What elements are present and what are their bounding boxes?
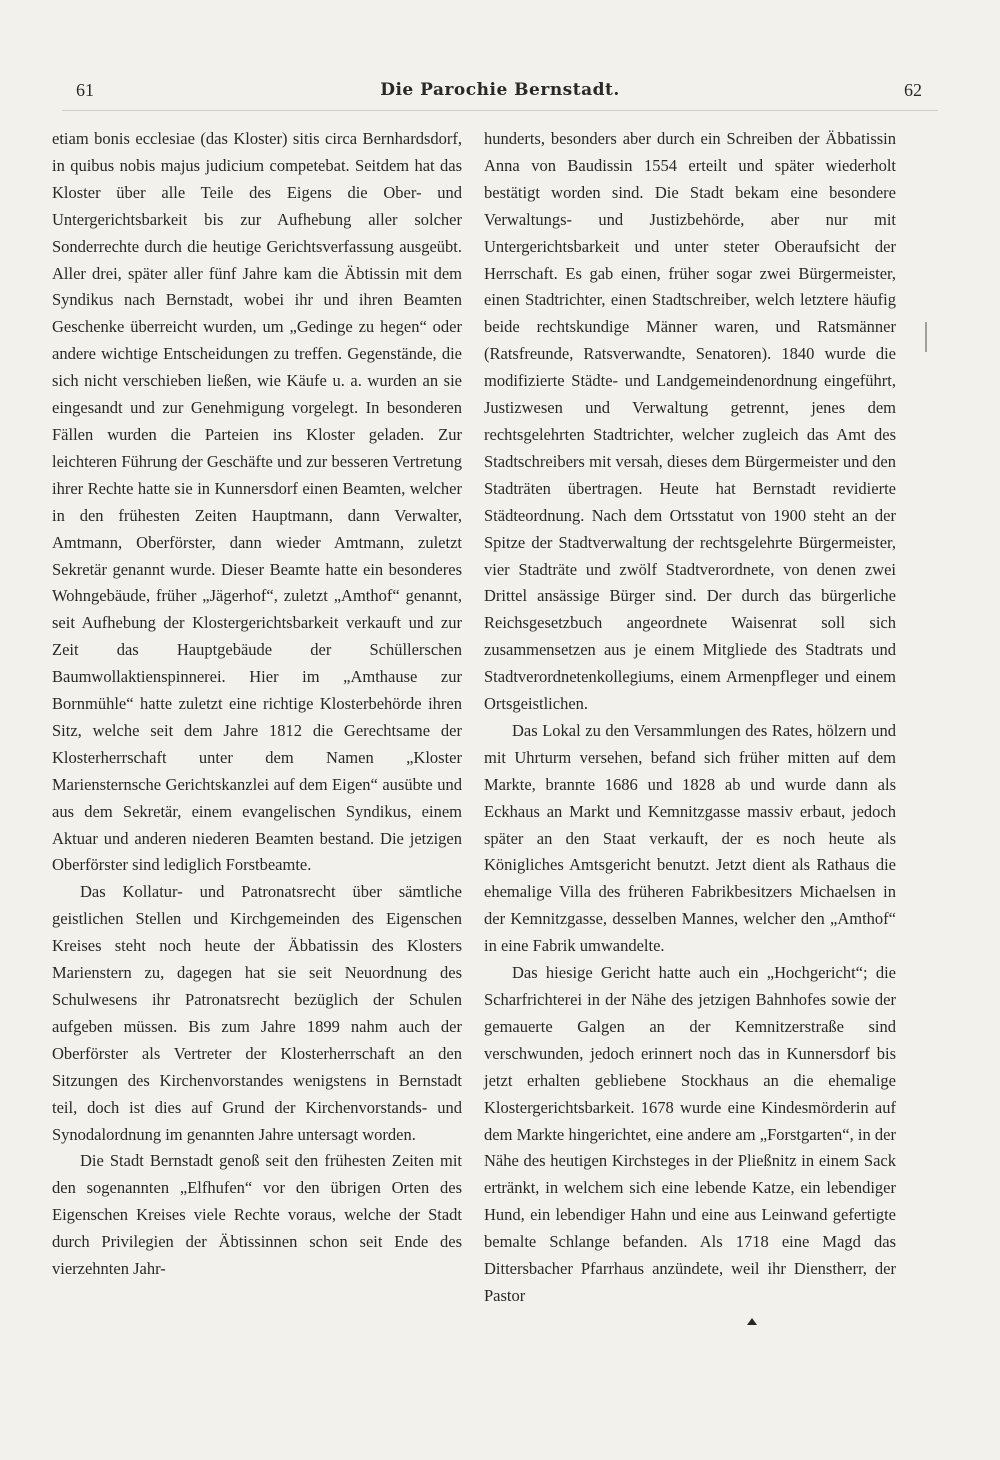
page-number-right: 62	[904, 80, 922, 100]
paragraph: Die Stadt Bernstadt genoß seit den frühesten Zeiten mit den sogenannten „Elfhufen“ vor den übrigen Orten des Eigenschen Kreises viele Rechte voraus, welche der Stadt durch Privilegien der Äbtissinnen schon seit Ende des vierzehnten Jahr-	[52, 1151, 462, 1279]
paragraph: etiam bonis ecclesiae (das Kloster) sitis circa Bernhardsdorf, in quibus nobis majus judicium competebat. Seitdem hat das Kloster über alle Teile des Eigens die Ober- und Untergerichtsbarkeit bis zur Aufhebung aller solcher Sonderrechte durch die heutige Gerichtsverfassung ausgeübt. Aller drei, später aller fünf Jahre kam die Äbtissin mit dem Syndikus nach Bernstadt, wobei ihr und ihren Beamten Geschenke überreicht wurden, um „Gedinge zu hegen“ oder andere wichtige Entscheidungen zu treffen. Gegenstände, die sich nicht verschieben ließen, wie Käufe u. a. wurden an sie eingesandt und zur Genehmigung vorgelegt. In besonderen Fällen wurden die Parteien ins Kloster geladen. Zur leichteren Führung der Geschäfte und zur besseren Vertretung ihrer Rechte hatte sie in Kunnersdorf einen Beamten, welcher in den frühesten Zeiten Hauptmann, dann Verwalter, Amtmann, Oberförster, dann wieder Amtmann, zuletzt Sekretär genannt wurde. Dieser Beamte hatte ein besonderes Wohngebäude, früher „Jägerhof“, zuletzt „Amthof“ genannt, seit Aufhebung der Klostergerichtsbarkeit verkauft und zur Zeit das Hauptgebäude der Schüllerschen Baumwollaktienspinnerei. Hier im „Amthause zur Bornmühle“ hatte zuletzt eine richtige Klosterbehörde ihren Sitz, welche seit dem Jahre 1812 die Gerechtsame der Klosterherrschaft unter dem Namen „Kloster Mariensternsche Gerichtskanzlei auf dem Eigen“ ausübte und aus dem Sekretär, einem evangelischen Syndikus, einem Aktuar und anderen niederen Beamten bestand. Die jetzigen Oberförster sind lediglich Forstbeamte.	[52, 129, 462, 875]
paragraph: Das Lokal zu den Versammlungen des Rates, hölzern und mit Uhrturm versehen, befand sich früher mitten auf dem Markte, brannte 1686 und 1828 ab und wurde dann als Eckhaus an Markt und Kemnitzgasse massiv erbaut, jedoch später an den Staat verkauft, der es noch heute als Königliches Amtsgericht benutzt. Jetzt dient als Rathaus die ehemalige Villa des früheren Fabrikbesitzers Michaelsen in der Kemnitzgasse, desselben Mannes, welcher den „Amthof“ in eine Fabrik umwandelte.	[484, 720, 896, 956]
insertion-caret	[747, 1318, 757, 1325]
page-header	[62, 80, 938, 108]
header-rule	[62, 110, 938, 111]
left-column	[52, 126, 462, 1283]
running-title: Die Parochie Bernstadt.	[380, 80, 620, 100]
paragraph: Das Kollatur- und Patronatsrecht über sämtliche geistlichen Stellen und Kirchgemeinden des Eigenschen Kreises steht noch heute der Äbbatissin des Klosters Marienstern zu, dagegen hat sie seit Neuordnung des Schulwesens ihr Patronatsrecht bezüglich der Schulen aufgeben müssen. Bis zum Jahre 1899 nahm auch der Oberförster als Vertreter der Klosterherrschaft an den Sitzungen des Kirchenvorstandes wenigstens in Bernstadt teil, doch ist dies auf Grund der Kirchenvorstands- und Synodalordnung im genannten Jahre untersagt worden.	[52, 882, 462, 1144]
paragraph: hunderts, besonders aber durch ein Schreiben der Äbbatissin Anna von Baudissin 1554 erteilt und später wiederholt bestätigt worden sind. Die Stadt bekam eine besondere Verwaltungs- und Justizbehörde, aber nur mit Untergerichtsbarkeit und unter steter Oberaufsicht der Herrschaft. Es gab einen, früher sogar zwei Bürgermeister, einen Stadtrichter, einen Stadtschreiber, welch letztere häufig beide rechtskundige Männer waren, und Ratsmänner (Ratsfreunde, Ratsverwandte, Senatoren). 1840 wurde die modifizierte Städte- und Landgemeindenordnung eingeführt, Justizwesen und Verwaltung getrennt, jenes dem rechtsgelehrten Stadtrichter, welcher zugleich das Amt des Stadtschreibers mit versah, dieses dem Bürgermeister und den Stadträten übertragen. Heute hat Bernstadt revidierte Städteordnung. Nach dem Ortsstatut von 1900 steht an der Spitze der Stadtverwaltung der rechtsgelehrte Bürgermeister, vier Stadträte und zwölf Stadtverordnete, von denen zwei Drittel ansässige Bürger sind. Der durch das bürgerliche Reichsgesetzbuch angeordnete Waisenrat soll sich zusammensetzen aus je einem Mitgliede des Stadtrats und Stadtverordnetenkollegiums, einem Armenpfleger und einem Ortsgeistlichen.	[484, 129, 896, 714]
paragraph: Das hiesige Gericht hatte auch ein „Hochgericht“; die Scharfrichterei in der Nähe des jetzigen Bahnhofes sowie der gemauerte Galgen an der Kemnitzerstraße sind verschwunden, jedoch erinnert noch das in Kunnersdorf bis jetzt erhalten gebliebene Stockhaus an die ehemalige Klostergerichtsbarkeit. 1678 wurde eine Kindesmörderin auf dem Markte hingerichtet, eine andere am „Forstgarten“, in der Nähe des heutigen Kirchsteges in der Pließnitz in einem Sack ertränkt, in welchem sich eine lebende Katze, ein lebendiger Hund, ein lebendiger Hahn und eine aus Leinwand gefertigte bemalte Schlange befanden. Als 1718 eine Magd das Dittersbacher Pfarrhaus anzündete, weil ihr Dienstherr, der Pastor	[484, 963, 896, 1305]
margin-mark	[925, 322, 927, 352]
page-number-left: 61	[76, 80, 94, 100]
right-column	[484, 126, 896, 1310]
